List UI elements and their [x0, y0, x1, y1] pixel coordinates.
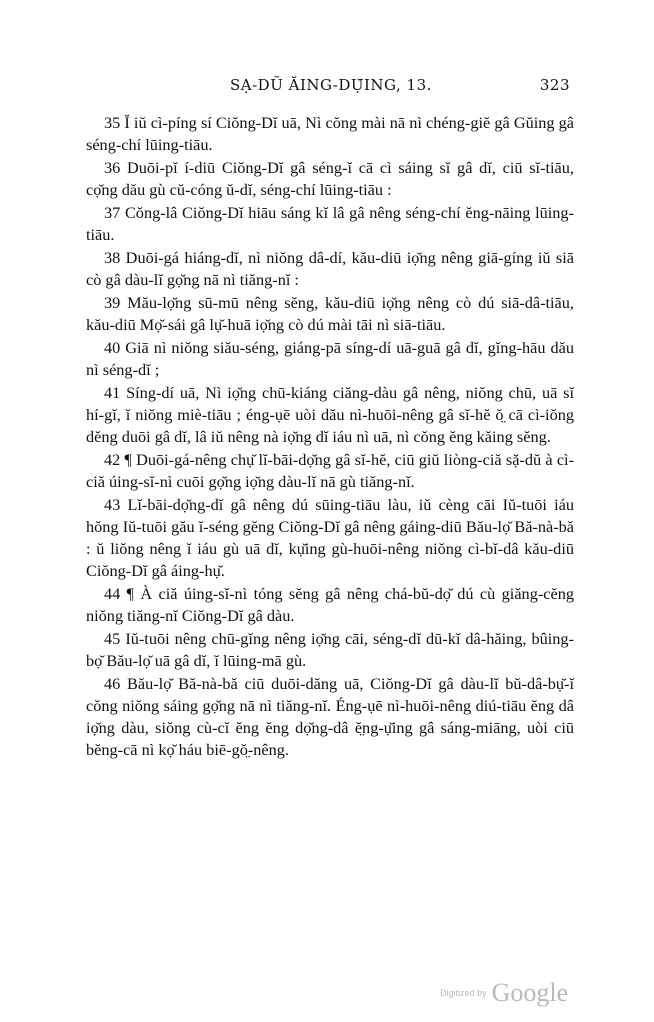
running-title: SẠ-DŨ ĂING-DỤ̆ING, 13.	[230, 76, 432, 94]
verse-44: 44 ¶ À ciă úing-sĭ-nì tóng sĕng gâ nêng chá-bŭ-dọ̆ dú cù giăng-cĕng niŏng tiăng-nĭ Ciŏng-Dĭ gâ dàu.	[86, 584, 574, 625]
google-logo: Google	[491, 978, 569, 1007]
digitized-by-watermark	[440, 978, 568, 1008]
verse-43: 43 Lĭ-bāi-dọ̆ng-dĭ gâ nêng dú sūing-tiāu làu, iŭ cèng cāi Iŭ-tuōi iáu hŏng Iŭ-tuōi gău ĭ-séng gĕng Ciŏng-Dĭ gâ nêng gáing-diū Bău-lọ̆ Bă-nà-bă : ŭ liŏng nêng ĭ iáu gù uā dĭ, kụ̆ing gù-huōi-nêng niŏng cì-bĭ-dâ kău-diū Ciŏng-Dĭ gâ áing-hụ̆.	[86, 495, 574, 580]
text-body	[86, 112, 574, 762]
verse-37: 37 Cŏng-lâ Ciŏng-Dĭ hiāu sáng kĭ lâ gâ nêng séng-chí ĕng-nāing lūing-tiāu.	[86, 203, 574, 244]
verse-40: 40 Giā nì niŏng siău-séng, giáng-pā síng-dí uā-guā gâ dĭ, gĭng-hāu dău nì séng-dĭ ;	[86, 338, 574, 379]
page-number: 323	[539, 76, 570, 94]
verse-35: 35 Ĭ iŭ cì-píng sí Ciŏng-Dĭ uā, Nì cŏng mài nā nì chéng-giĕ gâ Gŭing gâ séng-chí lūing-tiāu.	[86, 113, 574, 154]
verse-41: 41 Síng-dí uā, Nì iọ̆ng chū-kiáng ciăng-dàu gâ nêng, niŏng chū, uā sĭ hí-gĭ, ĭ niŏng miè-tiāu ; éng-ụē uòi dău nì-huōi-nêng gâ sĭ-hĕ ŏ̤ cā cì-iŏng dĕng duōi gâ dĭ, lâ iŭ nêng nà iọ̆ng dĭ iáu nì uā, nì cŏng ĕng kăing sĕng.	[86, 383, 574, 446]
verse-36: 36 Duōi-pĭ í-diū Ciŏng-Dĭ gâ séng-ĭ cā cì sáing sĭ gâ dĭ, ciū sĭ-tiāu, cọ̆ng dău gù cŭ-cóng ŭ-dĭ, séng-chí lūing-tiāu :	[86, 158, 574, 199]
verse-42: 42 ¶ Duōi-gá-nêng chụ̆ lĭ-bāi-dọ̆ng gâ sĭ-hĕ, ciū giŭ liòng-ciă sặ-dŭ à cì-ciă úing-sĭ-nì cuōi gọ̆ng iọ̆ng dàu-lĭ nā gù tiăng-nĭ.	[86, 450, 574, 491]
running-header	[150, 76, 570, 98]
verse-45: 45 Iŭ-tuōi nêng chū-gĭng nêng iọ̆ng cāi, séng-dĭ dū-kĭ dâ-hăing, bûing-bọ̆ Bău-lọ̆ uā gâ dĭ, ĭ lūing-mā gù.	[86, 629, 574, 670]
verse-38: 38 Duōi-gá hiáng-dĭ, nì niŏng dâ-dí, kău-diū iọ̆ng nêng giā-gíng iŭ siā cò gâ dàu-lĭ gọ̆ng nā nì tiăng-nĭ :	[86, 248, 574, 289]
verse-39: 39 Mău-lọ̆ng sū-mū nêng sĕng, kău-diū iọ̆ng nêng cò dú siā-dâ-tiāu, kău-diū Mọ̆-sái gâ lụ̆-huā iọ̆ng cò dú mài tāi nì siā-tiāu.	[86, 293, 574, 334]
digitized-by-label: Digitized by	[440, 988, 487, 998]
verse-46: 46 Bău-lọ̆ Bă-nà-bă ciū duōi-dăng uā, Ciŏng-Dĭ gâ dàu-lĭ bŭ-dâ-bụ̆-ĭ cŏng niŏng sáing gọ̆ng nā nì tiăng-nĭ. Éng-ụē nì-huōi-nêng diú-tiāu ĕng dâ iọ̆ng dàu, siŏng cù-cĭ ĕng ĕng dọ̆ng-dâ ĕ̤ng-ụ̆ing gâ sáng-miāng, uòi ciū bĕng-cā nì kọ̆ háu biē-gŏ̤-nêng.	[86, 674, 574, 759]
